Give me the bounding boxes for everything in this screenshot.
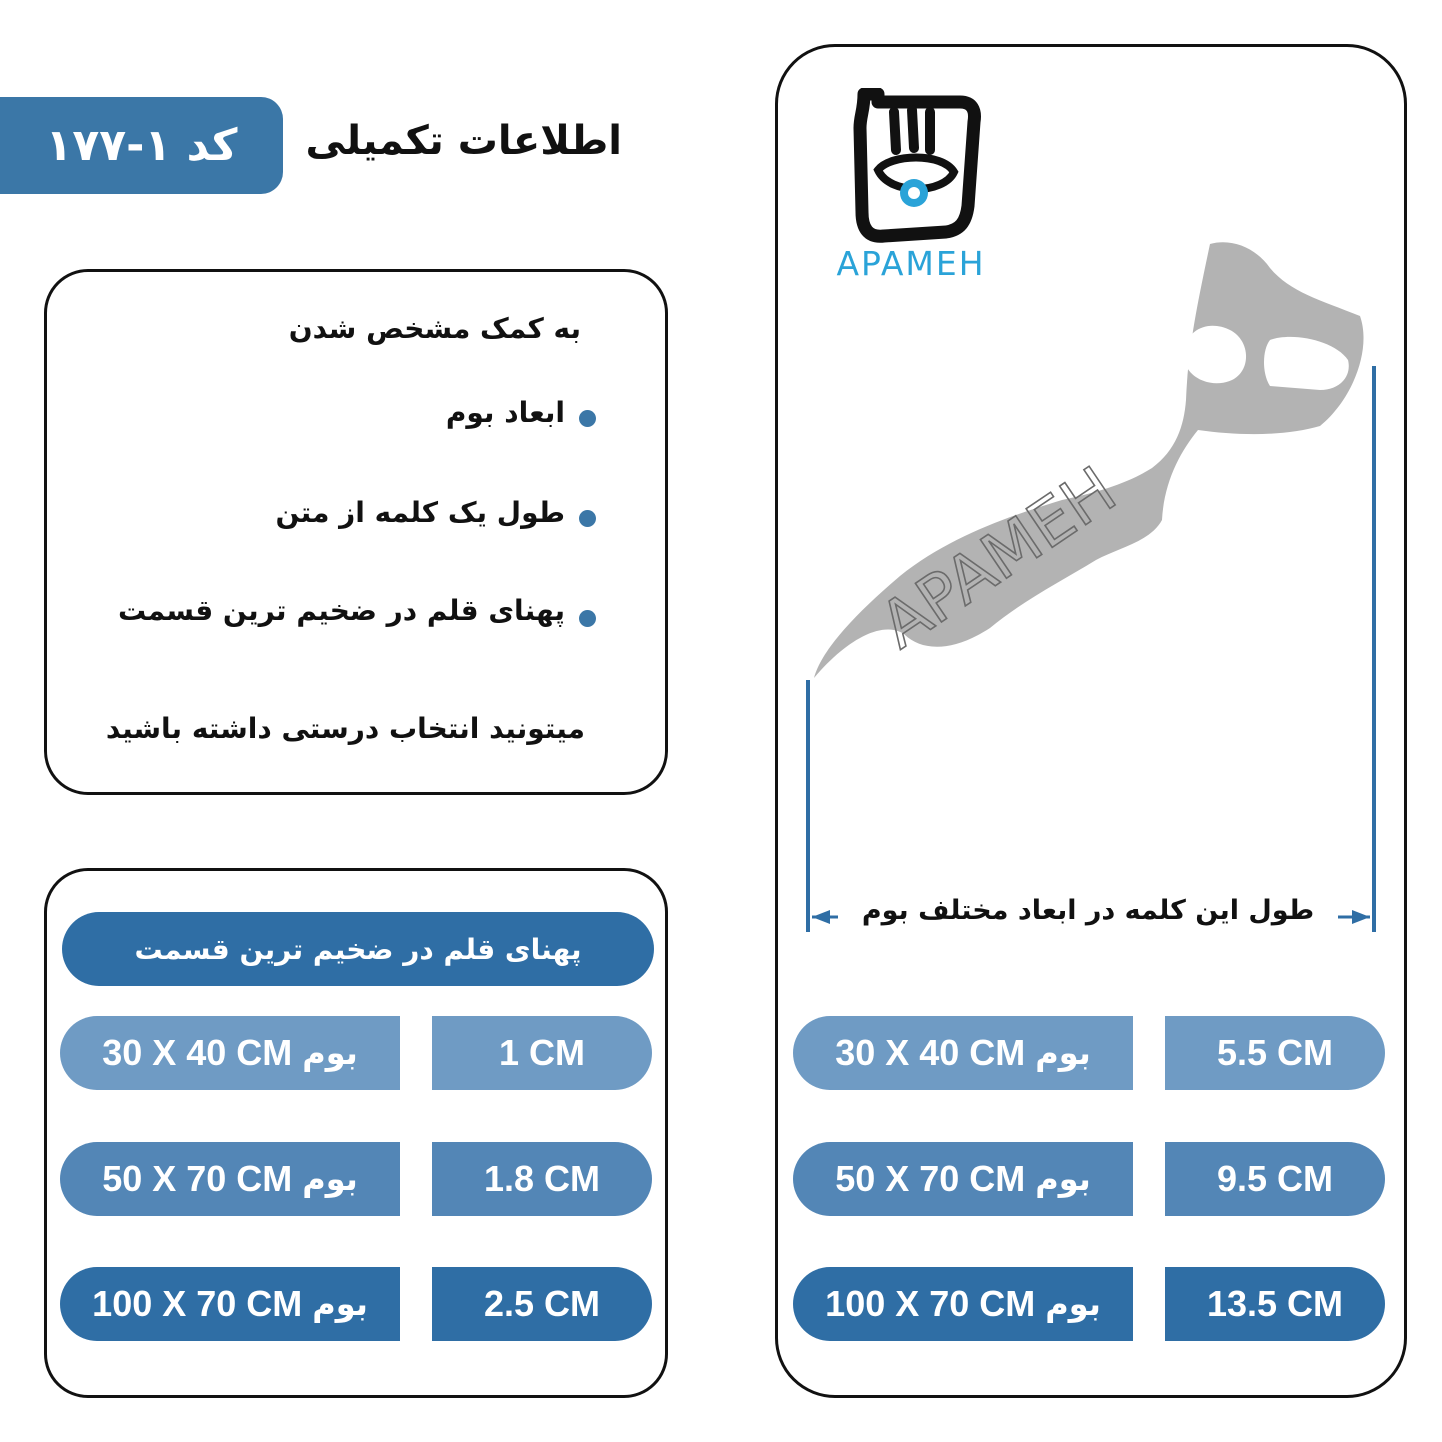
length-row-1-canvas <box>793 1016 1133 1090</box>
canvas-word: بوم <box>312 1285 368 1323</box>
length-row-3-value: 13.5 CM <box>1165 1267 1385 1341</box>
pen-row-2-canvas <box>60 1142 400 1216</box>
bullet-icon <box>579 410 596 427</box>
canvas-size: 30 X 40 CM <box>102 1032 293 1073</box>
word-length-caption: طول این کلمه در ابعاد مختلف بوم <box>838 895 1338 926</box>
info-bullet-pen-width: پهنای قلم در ضخیم ترین قسمت <box>117 594 565 627</box>
apameh-logo-icon <box>850 88 985 248</box>
canvas-word: بوم <box>302 1160 358 1198</box>
pen-row-3-value: 2.5 CM <box>432 1267 652 1341</box>
length-row-1-value: 5.5 CM <box>1165 1016 1385 1090</box>
info-bullet-word-length: طول یک کلمه از متن <box>275 496 565 529</box>
info-conclusion: میتونید انتخاب درستی داشته باشید <box>105 712 585 745</box>
pen-row-1-canvas <box>60 1016 400 1090</box>
pen-width-header: پهنای قلم در ضخیم ترین قسمت <box>62 912 654 986</box>
pen-row-2-value: 1.8 CM <box>432 1142 652 1216</box>
canvas-size: 50 X 70 CM <box>102 1158 293 1199</box>
bullet-icon <box>579 510 596 527</box>
watermark-text: APAMEH <box>867 453 1130 664</box>
bullet-icon <box>579 610 596 627</box>
info-intro: به کمک مشخص شدن <box>288 312 581 345</box>
measurement-guides <box>800 360 1390 940</box>
canvas-word: بوم <box>302 1034 358 1072</box>
product-code-badge <box>0 97 283 194</box>
pen-row-1-value: 1 CM <box>432 1016 652 1090</box>
canvas-size: 50 X 70 CM <box>835 1158 1026 1199</box>
canvas-size: 30 X 40 CM <box>835 1032 1026 1073</box>
length-row-2-value: 9.5 CM <box>1165 1142 1385 1216</box>
canvas-word: بوم <box>1035 1034 1091 1072</box>
canvas-word: بوم <box>1045 1285 1101 1323</box>
info-bullet-canvas-size: ابعاد بوم <box>445 396 565 429</box>
length-row-3-canvas <box>793 1267 1133 1341</box>
canvas-size: 100 X 70 CM <box>825 1283 1036 1324</box>
product-code-label: کد ۱-۱۷۷ <box>45 120 238 171</box>
page-title: اطلاعات تکمیلی <box>305 118 622 164</box>
logo-wordmark: APAMEH <box>836 244 986 283</box>
canvas-size: 100 X 70 CM <box>92 1283 303 1324</box>
info-card <box>44 269 668 795</box>
length-row-2-canvas <box>793 1142 1133 1216</box>
canvas-word: بوم <box>1035 1160 1091 1198</box>
pen-row-3-canvas <box>60 1267 400 1341</box>
